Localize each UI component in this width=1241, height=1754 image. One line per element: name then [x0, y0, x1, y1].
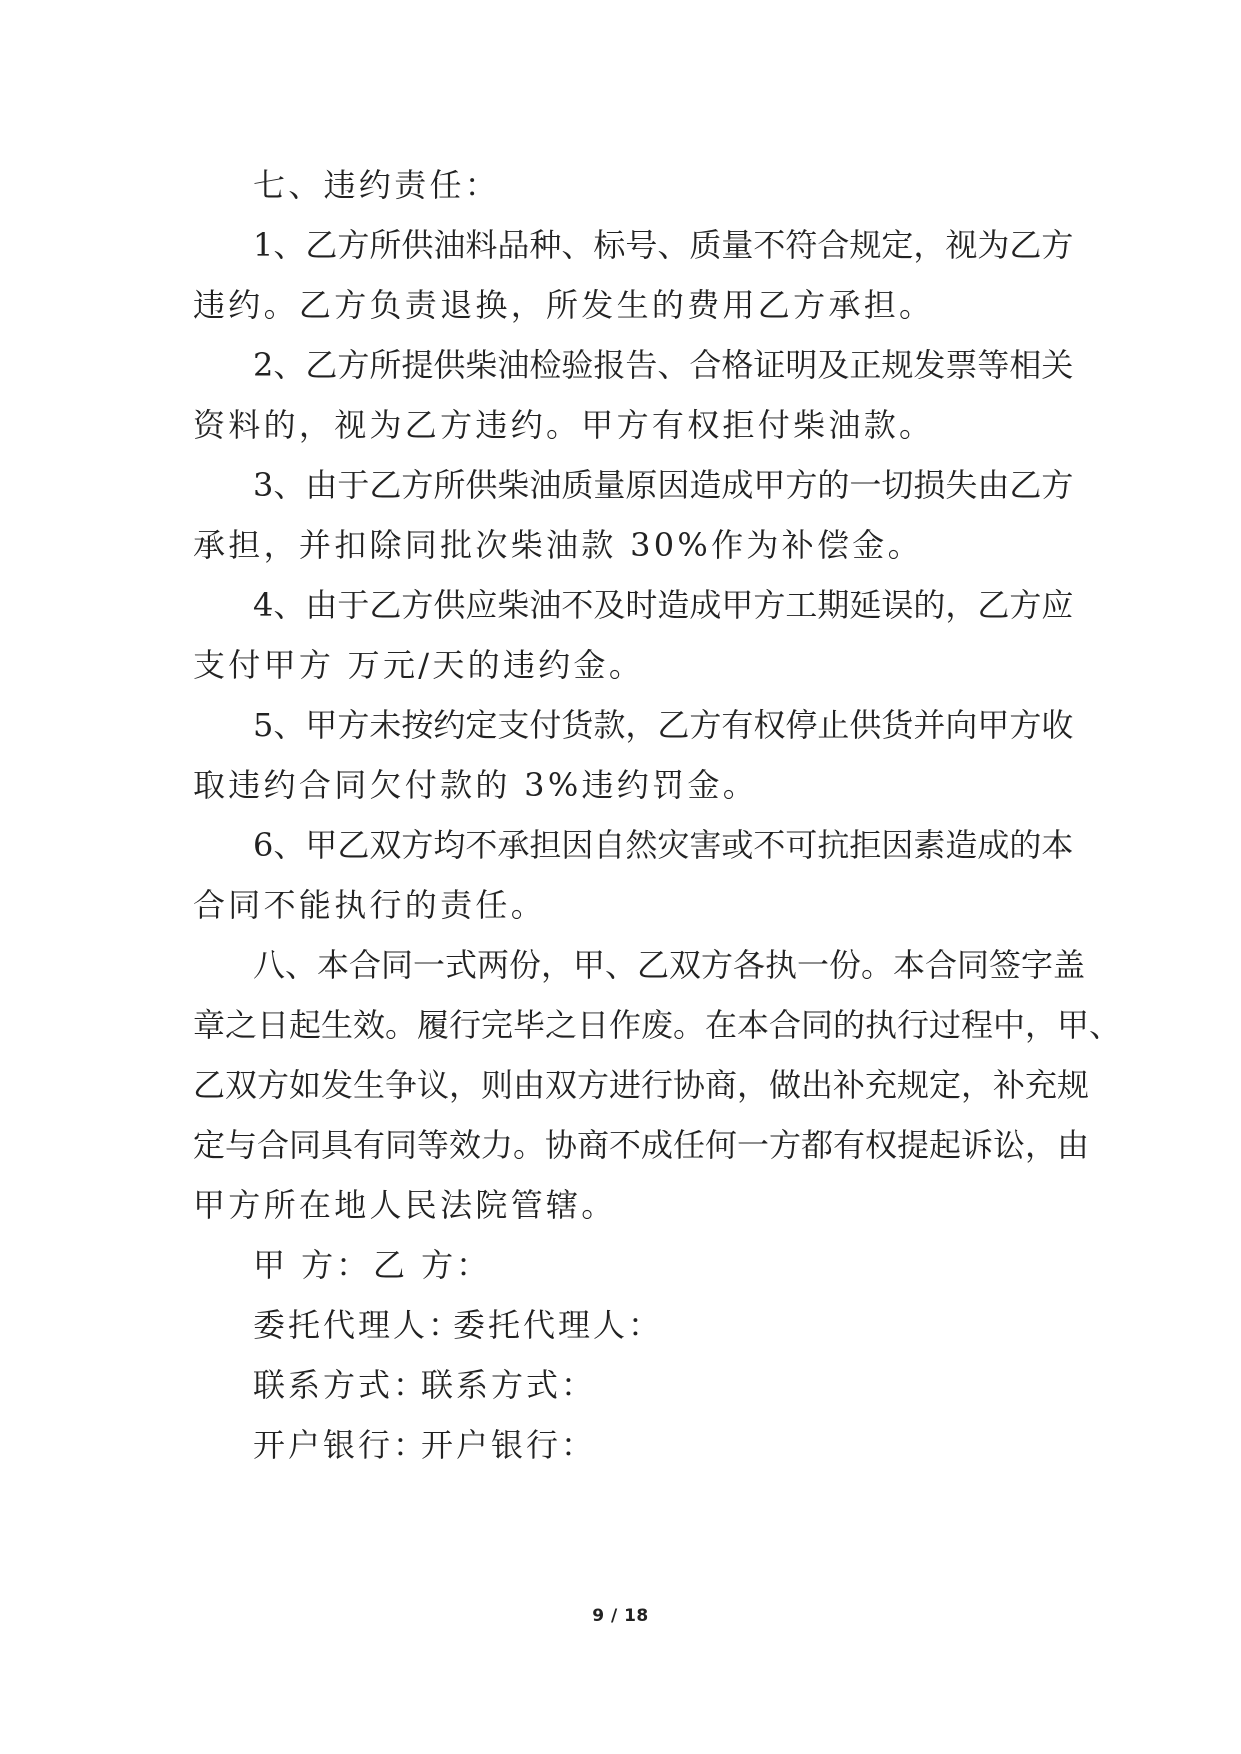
clause-line: 1、乙方所供油料品种、标号、质量不符合规定，视为乙方: [253, 226, 1074, 264]
party-a-label: 甲 方：: [253, 1246, 372, 1284]
clause-line: 违约。乙方负责退换，所发生的费用乙方承担。: [193, 286, 935, 324]
contact-a-label: 联系方式：: [253, 1366, 429, 1404]
party-b-label: 乙 方：: [373, 1246, 492, 1284]
bank-b-label: 开户银行：: [421, 1426, 597, 1464]
page-number: 9 / 18: [592, 1606, 649, 1626]
clause-line: 定与合同具有同等效力。协商不成任何一方都有权提起诉讼，由: [193, 1126, 1090, 1164]
clause-line: 章之日起生效。履行完毕之日作废。在本合同的执行过程中，甲、: [193, 1006, 1122, 1044]
clause-line: 甲方所在地人民法院管辖。: [193, 1186, 617, 1224]
clause-line: 支付甲方 万元/天的违约金。: [193, 646, 645, 684]
agent-a-label: 委托代理人：: [253, 1306, 464, 1344]
clause-line: 3、由于乙方所供柴油质量原因造成甲方的一切损失由乙方: [253, 466, 1074, 504]
clause-line: 4、由于乙方供应柴油不及时造成甲方工期延误的，乙方应: [253, 586, 1074, 624]
bank-a-label: 开户银行：: [253, 1426, 429, 1464]
clause-line: 八、本合同一式两份，甲、乙双方各执一份。本合同签字盖: [253, 946, 1086, 984]
clause-line: 取违约合同欠付款的 3%违约罚金。: [193, 766, 759, 804]
section-heading-penalty: 七、违约责任：: [253, 166, 501, 204]
agent-b-label: 委托代理人：: [453, 1306, 664, 1344]
clause-line: 合同不能执行的责任。: [193, 886, 547, 924]
clause-line: 承担，并扣除同批次柴油款 30%作为补偿金。: [193, 526, 923, 564]
clause-line: 6、甲乙双方均不承担因自然灾害或不可抗拒因素造成的本: [253, 826, 1074, 864]
clause-line: 5、甲方未按约定支付货款，乙方有权停止供货并向甲方收: [253, 706, 1074, 744]
contact-b-label: 联系方式：: [421, 1366, 597, 1404]
clause-line: 乙双方如发生争议，则由双方进行协商，做出补充规定，补充规: [193, 1066, 1090, 1104]
clause-line: 2、乙方所提供柴油检验报告、合格证明及正规发票等相关: [253, 346, 1074, 384]
clause-line: 资料的，视为乙方违约。甲方有权拒付柴油款。: [193, 406, 935, 444]
